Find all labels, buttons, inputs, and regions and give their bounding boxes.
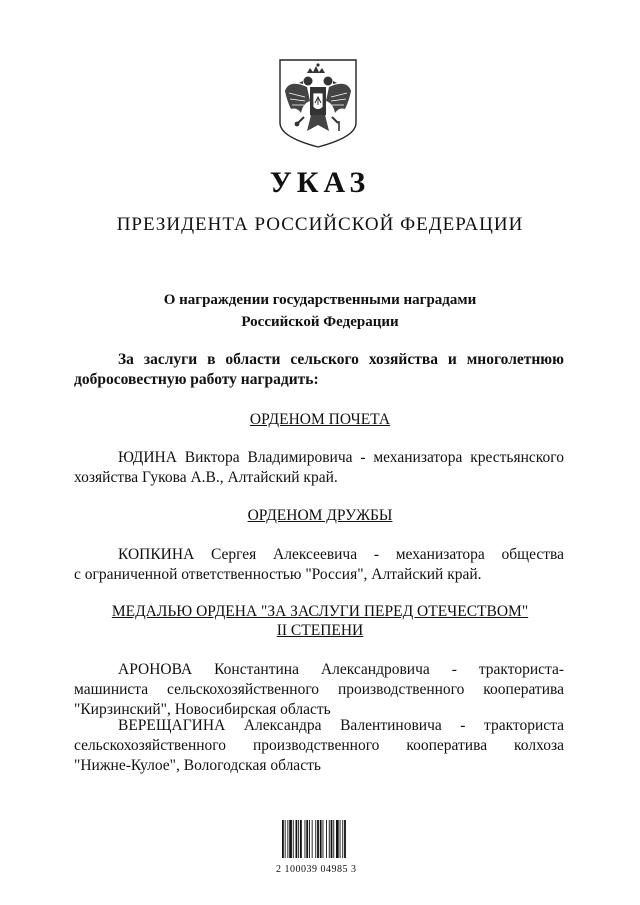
subject-line: Российской Федерации [241, 314, 399, 330]
entry-line: КОПКИНА Сергея Алексеевича - механизатора общества [118, 546, 564, 563]
entry-line: с ограниченной ответственностью "Россия", Алтайский край. [74, 566, 482, 583]
preamble [74, 350, 564, 390]
entry-line: сельскохозяйственного производственного кооператива колхоза [74, 737, 564, 754]
award-entry [74, 448, 564, 488]
entry-line: "Нижне-Кулое", Вологодская область [74, 757, 321, 774]
entry-line: машиниста сельскохозяйственного производственного кооператива [74, 681, 564, 698]
subject-line: О награждении государственными наградами [163, 292, 477, 308]
preamble-line: За заслуги в области сельского хозяйства и многолетнюю [118, 351, 564, 368]
award-entry [74, 716, 564, 776]
barcode-icon [280, 816, 370, 860]
entry-line: "Кирзинский", Новосибирская область [74, 701, 331, 718]
barcode-number: 2 100039 04985 3 [276, 864, 357, 875]
preamble-line: добросовестную работу наградить: [74, 371, 319, 388]
award-heading-order-of-friendship: ОРДЕНОМ ДРУЖБЫ [247, 507, 393, 524]
entry-line: хозяйства Гукова А.В., Алтайский край. [74, 469, 338, 486]
award-heading-order-of-honour: ОРДЕНОМ ПОЧЕТА [249, 411, 391, 428]
decree-issuer: ПРЕЗИДЕНТА РОССИЙСКОЙ ФЕДЕРАЦИИ [116, 214, 524, 235]
entry-line: ЮДИНА Виктора Владимировича - механизатора крестьянского [118, 449, 564, 466]
decree-subject [0, 289, 640, 333]
award-heading-degree: II СТЕПЕНИ [276, 622, 364, 639]
russian-eagle-emblem-icon [277, 57, 359, 149]
entry-line: ВЕРЕЩАГИНА Александра Валентиновича - тракториста [118, 717, 564, 734]
decree-title: УКАЗ [269, 166, 371, 199]
award-entry [74, 660, 564, 720]
award-entry [74, 545, 564, 585]
entry-line: АРОНОВА Константина Александровича - тракториста- [118, 661, 564, 678]
award-heading-medal-of-merit: МЕДАЛЬЮ ОРДЕНА "ЗА ЗАСЛУГИ ПЕРЕД ОТЕЧЕСТВОМ" [111, 603, 529, 620]
